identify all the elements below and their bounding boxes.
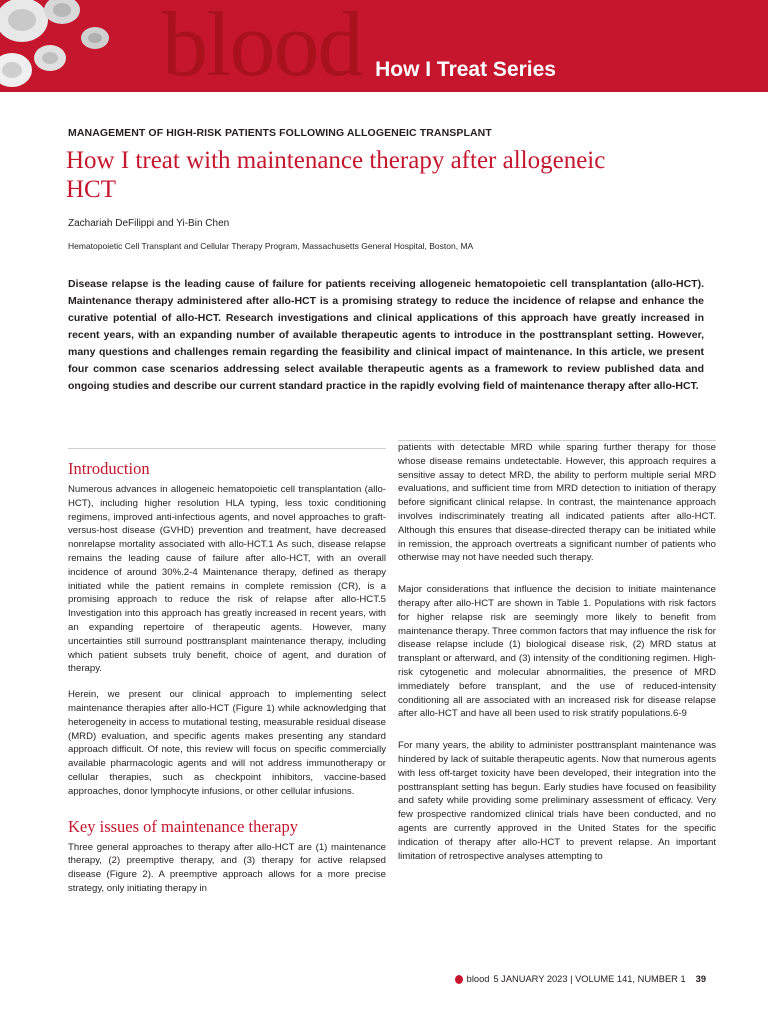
article-title: How I treat with maintenance therapy after allogeneic HCT: [66, 147, 606, 203]
paragraph: For many years, the ability to administer posttransplant maintenance was hindered by lack of suitable therapeutic agents. Now that numerous agents with less off-target toxicity have been developed, their integration into the posttransplant setting has begun. Early studies have focused on feasibility and safety while providing some preliminary assessment of efficacy. Very few prospective randomized clinical trials have been conducted, and no agents are currently approved in the United States for the specific indication of therapy after allo-HCT to prevent relapse. An important limitation of retrospective analyses attempting to: [398, 740, 716, 862]
blood-logo-word: blood: [162, 0, 362, 92]
paragraph: Herein, we present our clinical approach to implementing select maintenance therapies after allo-HCT (Figure 1) while acknowledging that heterogeneity in access to mutational testing, measurable residual disease (MRD) evaluation, and specific agents makes presenting any standard approach difficult. Of note, this review will focus on specific commercially available pharmacologic agents and will not address immunotherapy or cellular therapies, such as checkpoint inhibitors, vaccine-based approaches, donor lymphocyte infusions, or other cellular infusions.: [68, 689, 386, 797]
journal-banner: [0, 0, 768, 92]
page-footer: [455, 974, 706, 984]
paragraph: Major considerations that influence the decision to initiate maintenance therapy after allo-HCT are shown in Table 1. Populations with risk factors for higher relapse risk are seemingly more likely to benefit from maintenance therapy. Three common factors that may influence the risk for disease relapse include (1) biological disease risk, (2) MRD status at transplant or afterward, and (3) intensity of the conditioning regimen. High-risk cytogenetic and molecular abnormalities, the presence of MRD immediately before transplant, and the use of reduced-intensity conditioning all are associated with an increased risk for disease relapse after allo-HCT and have all been used to risk stratify populations.6-9: [398, 584, 716, 720]
right-column: [398, 440, 716, 875]
heading-key-issues: Key issues of maintenance therapy: [68, 816, 299, 836]
footer-journal: blood: [466, 974, 490, 984]
divider: [68, 448, 386, 449]
heading-introduction: Introduction: [68, 459, 150, 478]
blood-cells-graphic: [0, 0, 120, 92]
section-kicker: MANAGEMENT OF HIGH-RISK PATIENTS FOLLOWING ALLOGENEIC TRANSPLANT: [68, 127, 492, 139]
footer-issue: 5 JANUARY 2023 | VOLUME 141, NUMBER 1: [493, 974, 686, 984]
affiliation: Hematopoietic Cell Transplant and Cellular Therapy Program, Massachusetts General Hospital, Boston, MA: [68, 241, 474, 251]
blood-drop-icon: [455, 975, 463, 984]
paragraph: patients with detectable MRD while sparing further therapy for those whose disease remains undetectable. However, this approach requires a sensitive assay to detect MRD, the ability to perform multiple serial MRD evaluations, and sufficient time from MRD detection to initiation of therapy before significant clinical relapse. In contrast, the maintenance approach involves indiscriminately treating all indicated patients after allo-HCT. Although this ensures that disease-directed therapy can be initiated while in remission, the approach overtreats a significant number of patients who otherwise may not have needed such therapy.: [398, 442, 716, 564]
paragraph: Numerous advances in allogeneic hematopoietic cell transplantation (allo-HCT), including higher resolution HLA typing, less toxic conditioning regimens, improved anti-infectious agents, and novel approaches to graft-versus-host disease (GVHD) prevention and treatment, have decreased nonrelapse mortality associated with allo-HCT.1 As such, disease relapse remains the leading cause of failure after allo-HCT, with an overall incidence of around 30%.2-4 Maintenance therapy, defined as therapy initiated while the patient remains in complete remission (CR), is a promising approach to reduce the risk of relapse after allo-HCT.5 Investigation into this approach has greatly increased in recent years, with an expanding repertoire of therapeutic agents. However, many uncertainties still surround posttransplant maintenance therapy, including which patient subsets truly benefit, choice of agent, and duration of therapy.: [68, 484, 386, 675]
paragraph: Three general approaches to therapy after allo-HCT are (1) maintenance therapy, (2) preemptive therapy, and (3) therapy for active relapsed disease (Figure 2). A preemptive approach allows for a more precise strategy, only initiating therapy in: [68, 841, 386, 894]
author-list: Zachariah DeFilippi and Yi-Bin Chen: [68, 218, 230, 229]
abstract: Disease relapse is the leading cause of failure for patients receiving allogeneic hematopoietic cell transplantation (allo-HCT). Maintenance therapy administered after allo-HCT is a promising strategy to reduce the incidence of relapse and enhance the curative potential of allo-HCT. Research investigations and clinical applications of this approach have greatly increased in recent years, with an expanding number of available therapeutic agents to introduce in the posttransplant setting. However, many questions and challenges remain regarding the feasibility and clinical impact of maintenance. In this article, we present four common case scenarios addressing select available therapeutic agents as a framework to review published data and ongoing studies and describe our current standard practice in the rapidly evolving field of maintenance therapy after allo-HCT.: [68, 278, 704, 392]
page-number: 39: [695, 974, 706, 984]
left-column: [68, 440, 386, 908]
series-title: How I Treat Series: [375, 58, 556, 81]
